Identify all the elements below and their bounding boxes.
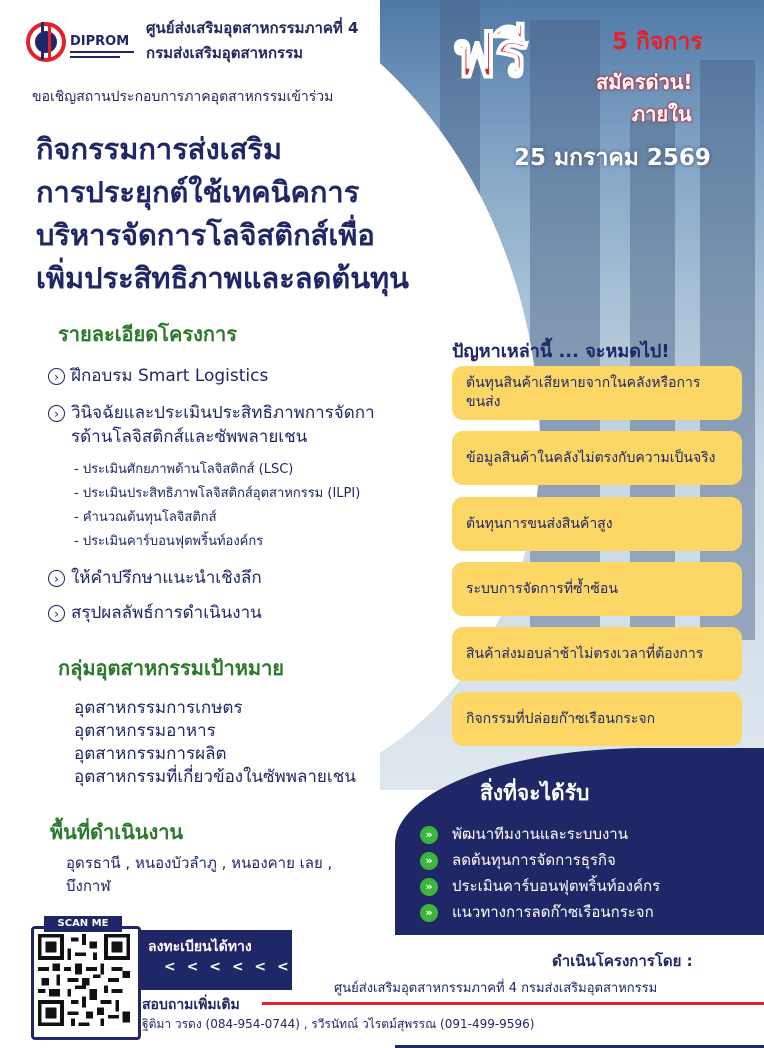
title-line: เพิ่มประสิทธิภาพและลดต้นทุน bbox=[36, 261, 409, 295]
benefit-item: » แนวทางการลดก๊าซเรือนกระจก bbox=[420, 900, 654, 924]
invite-text: ขอเชิญสถานประกอบการภาคอุตสาหกรรมเข้าร่วม bbox=[32, 89, 334, 105]
urgent-text: สมัครด่วน! bbox=[596, 70, 693, 94]
problem-card: ต้นทุนการขนส่งสินค้าสูง bbox=[452, 497, 742, 551]
org-line-2: กรมส่งเสริมอุตสาหกรรม bbox=[146, 44, 304, 62]
double-chevron-icon: » bbox=[420, 878, 438, 896]
problem-card: สินค้าส่งมอบล่าช้าไม่ตรงเวลาที่ต้องการ bbox=[452, 627, 742, 681]
industry-item: อุตสาหกรรมอาหาร bbox=[74, 721, 216, 741]
qr-code[interactable] bbox=[38, 934, 130, 1026]
problem-card: ระบบการจัดการที่ซ้ำซ้อน bbox=[452, 562, 742, 616]
svg-text:DIPROM: DIPROM bbox=[70, 34, 130, 49]
sub-item: - ประเมินศักยภาพด้านโลจิสติกส์ (LSC) bbox=[74, 462, 294, 477]
contact-heading: สอบถามเพิ่มเติม bbox=[142, 997, 240, 1013]
organizer-name: ศูนย์ส่งเสริมอุตสาหกรรมภาคที่ 4 กรมส่งเสริมอุตสาหกรรม bbox=[334, 981, 658, 996]
double-chevron-icon: » bbox=[420, 904, 438, 922]
activities-count: 5 กิจการ bbox=[612, 29, 703, 55]
benefit-item: » พัฒนาทีมงานและระบบงาน bbox=[420, 822, 628, 846]
area-provinces: อุดรธานี , หนองบัวลำภู , หนองคาย เลย , บึงกาฬ bbox=[66, 854, 333, 895]
organizer-heading: ดำเนินโครงการโดย : bbox=[552, 952, 693, 970]
benefit-item: » ประเมินคาร์บอนฟุตพริ้นท์องค์กร bbox=[420, 874, 660, 898]
chevron-right-icon: › bbox=[48, 405, 65, 422]
problems-heading: ปัญหาเหล่านี้ ... จะหมดไป! bbox=[452, 341, 670, 362]
chevron-right-icon: › bbox=[48, 605, 65, 622]
sub-item: - ประเมินคาร์บอนฟุตพริ้นท์องค์กร bbox=[74, 534, 264, 549]
double-chevron-icon: » bbox=[420, 852, 438, 870]
chevron-right-icon: › bbox=[48, 368, 65, 385]
detail-item: › สรุปผลลัพธ์การดำเนินงาน bbox=[48, 601, 262, 625]
chevron-right-icon: › bbox=[48, 570, 65, 587]
problem-card: กิจกรรมที่ปล่อยก๊าซเรือนกระจก bbox=[452, 692, 742, 746]
within-text: ภายใน bbox=[632, 102, 692, 126]
scan-me-label: SCAN ME bbox=[44, 916, 122, 932]
page-title bbox=[36, 128, 536, 300]
register-text: ลงทะเบียนได้ทาง bbox=[148, 939, 252, 955]
industry-item: อุตสาหกรรมการเกษตร bbox=[74, 698, 243, 718]
diprom-logo bbox=[26, 14, 144, 68]
deadline-date: 25 มกราคม 2569 bbox=[514, 145, 711, 171]
red-divider bbox=[262, 1002, 764, 1005]
detail-item: › ฝึกอบรม Smart Logistics bbox=[48, 364, 268, 388]
detail-item: › วินิจฉัยและประเมินประสิทธิภาพการจัดการด้านโลจิสติกส์และซัพพลายเชน bbox=[48, 401, 398, 449]
title-line: การประยุกต์ใช้เทคนิคการ bbox=[36, 175, 360, 209]
targets-heading: กลุ่มอุตสาหกรรมเป้าหมาย bbox=[58, 656, 285, 680]
free-badge: ฟรี bbox=[452, 18, 528, 91]
benefits-heading: สิ่งที่จะได้รับ bbox=[480, 781, 590, 805]
title-line: กิจกรรมการส่งเสริม bbox=[36, 132, 282, 166]
benefit-item: » ลดต้นทุนการจัดการธุรกิจ bbox=[420, 848, 616, 872]
title-line: บริหารจัดการโลจิสติกส์เพื่อ bbox=[36, 218, 375, 252]
left-arrows: < < < < < < bbox=[164, 959, 292, 975]
contact-numbers: ฐิติมา วรดง (084-954-0744) , รวีรนัทณ์ วไรตม์สุพรรณ (091-499-9596) bbox=[142, 1017, 535, 1031]
sub-item: - คำนวณต้นทุนโลจิสติกส์ bbox=[74, 510, 217, 525]
details-heading: รายละเอียดโครงการ bbox=[58, 322, 237, 346]
org-line-1: ศูนย์ส่งเสริมอุตสาหกรรมภาคที่ 4 bbox=[146, 19, 359, 37]
industry-list bbox=[74, 697, 356, 789]
problem-card: ต้นทุนสินค้าเสียหายจากในคลังหรือการขนส่ง bbox=[452, 366, 742, 420]
double-chevron-icon: » bbox=[420, 826, 438, 844]
industry-item: อุตสาหกรรมที่เกี่ยวข้องในซัพพลายเชน bbox=[74, 767, 356, 787]
detail-item: › ให้คำปรึกษาแนะนำเชิงลึก bbox=[48, 566, 262, 590]
sub-item: - ประเมินประสิทธิภาพโลจิสติกส์อุตสาหกรรม (ILPI) bbox=[74, 486, 361, 501]
problem-card: ข้อมูลสินค้าในคลังไม่ตรงกับความเป็นจริง bbox=[452, 431, 742, 485]
area-heading: พื้นที่ดำเนินงาน bbox=[50, 820, 184, 844]
sub-item-list bbox=[74, 458, 360, 554]
industry-item: อุตสาหกรรมการผลิต bbox=[74, 744, 227, 764]
